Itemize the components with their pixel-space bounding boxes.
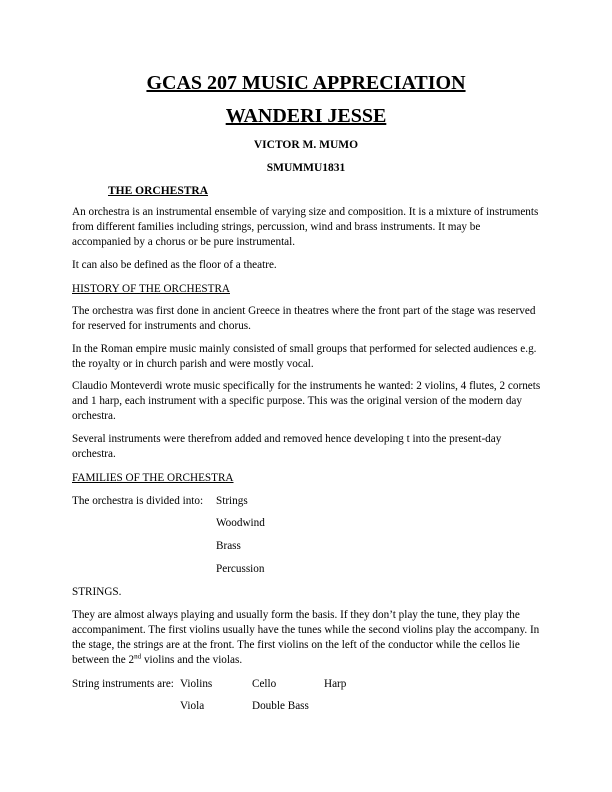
orchestra-heading: THE ORCHESTRA bbox=[108, 185, 209, 197]
history-development-paragraph: Several instruments were therefrom added and removed hence developing t into the present-day orchestra. bbox=[72, 433, 502, 460]
student-name: VICTOR M. MUMO bbox=[253, 139, 359, 151]
string-instrument-item: Double Bass bbox=[252, 700, 309, 712]
family-item: Woodwind bbox=[216, 517, 265, 529]
lecturer-name: WANDERI JESSE bbox=[225, 105, 387, 127]
orchestra-definition-paragraph: An orchestra is an instrumental ensemble of varying size and composition. It is a mixture of instruments from different families including strings, percussion, wind and brass instruments. It may be accompanied by a chorus or be pure instrumental. bbox=[72, 206, 539, 248]
history-greece-paragraph: The orchestra was first done in ancient Greece in theatres where the front part of the stage was reserved for reserved for instruments and chorus. bbox=[72, 305, 536, 332]
student-id: SMUMMU1831 bbox=[266, 162, 346, 174]
history-monteverdi-paragraph: Claudio Monteverdi wrote music specifically for the instruments he wanted: 2 violins, 4 flutes, 2 cornets and 1 harp, each instrument with a specific purpose. This was the original version of the modern day orchestra. bbox=[72, 380, 541, 422]
strings-paragraph-tail: violins and the violas. bbox=[141, 654, 243, 666]
course-title: GCAS 207 MUSIC APPRECIATION bbox=[146, 72, 466, 94]
string-instruments-label: String instruments are: bbox=[72, 678, 174, 690]
string-instrument-item: Violins bbox=[180, 678, 213, 690]
superscript-nd: nd bbox=[134, 652, 142, 661]
family-item: Brass bbox=[216, 540, 241, 552]
string-instrument-item: Viola bbox=[180, 700, 205, 712]
strings-paragraph bbox=[72, 608, 542, 668]
strings-heading: STRINGS. bbox=[72, 586, 122, 598]
history-heading: HISTORY OF THE ORCHESTRA bbox=[72, 283, 230, 295]
strings-paragraph-text: They are almost always playing and usually form the basis. If they don’t play the tune, they play the accompaniment. The first violins usually have the tunes while the second violins play the accompany. In the stage, the strings are at the front. The first violins on the left of the conductor while the cellos lie between the 2 bbox=[72, 609, 540, 666]
families-intro: The orchestra is divided into: bbox=[72, 495, 204, 507]
history-rome-paragraph: In the Roman empire music mainly consisted of small groups that performed for selected audiences e.g. the royalty or in church parish and were mostly vocal. bbox=[72, 343, 537, 370]
families-heading: FAMILIES OF THE ORCHESTRA bbox=[72, 472, 234, 484]
family-item: Percussion bbox=[216, 563, 265, 575]
string-instrument-item: Harp bbox=[324, 678, 347, 690]
string-instrument-item: Cello bbox=[252, 678, 277, 690]
orchestra-floor-paragraph: It can also be defined as the floor of a theatre. bbox=[72, 259, 277, 271]
family-item: Strings bbox=[216, 495, 248, 507]
